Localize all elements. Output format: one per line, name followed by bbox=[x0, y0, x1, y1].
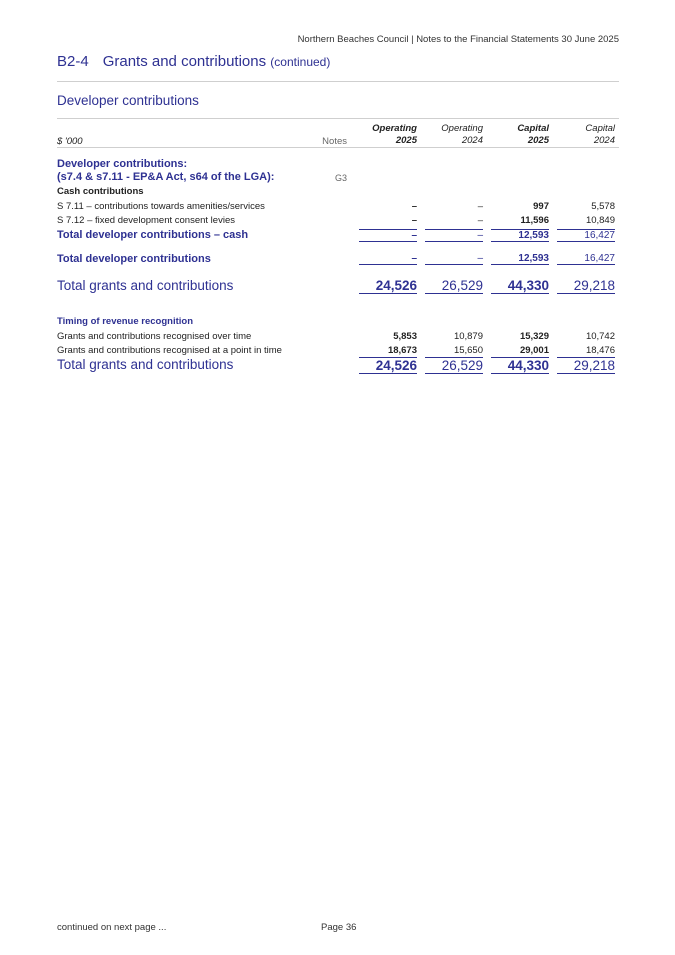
col-header-capital-2024: Capital 2024 bbox=[585, 123, 615, 146]
col-header-operating-2024: Operating 2024 bbox=[441, 123, 483, 146]
cash-heading: Cash contributions bbox=[57, 186, 144, 197]
subsection-title: Developer contributions bbox=[57, 93, 199, 108]
table-row: Grants and contributions recognised over time 5,853 10,879 15,329 10,742 bbox=[57, 331, 615, 342]
subsection-divider bbox=[57, 118, 619, 119]
section-continued: (continued) bbox=[270, 55, 331, 69]
section-divider bbox=[57, 81, 619, 82]
timing-heading: Timing of revenue recognition bbox=[57, 316, 194, 327]
table-row: S 7.12 – fixed development consent levies – – 11,596 10,849 bbox=[57, 215, 615, 226]
dev-heading-note: G3 bbox=[334, 173, 347, 183]
col-header-operating-2025: Operating 2025 bbox=[372, 123, 417, 146]
section-code: B2-4 bbox=[57, 53, 89, 70]
section-name: Grants and contributions bbox=[102, 53, 267, 70]
table-row: S 7.11 – contributions towards amenities/services – – 997 5,578 bbox=[57, 201, 615, 212]
col-header-capital-2025: Capital 2025 bbox=[517, 123, 549, 146]
header-divider bbox=[57, 147, 619, 148]
notes-header: Notes bbox=[322, 136, 347, 147]
timing-total-row: Total grants and contributions 24,526 26,529 44,330 29,218 bbox=[57, 357, 615, 373]
table-row: Grants and contributions recognised at a point in time 18,673 15,650 29,001 18,476 bbox=[57, 345, 615, 356]
dev-heading-line2: (s7.4 & s7.11 - EP&A Act, s64 of the LGA): G3 bbox=[57, 171, 347, 183]
dev-heading-line1: Developer contributions: bbox=[57, 158, 188, 170]
unit-label: $ '000 bbox=[57, 136, 83, 147]
page-header: Northern Beaches Council | Notes to the Financial Statements 30 June 2025 bbox=[297, 34, 619, 45]
continued-note: continued on next page ... bbox=[57, 922, 167, 933]
total-cash-row: Total developer contributions – cash – – 12,593 16,427 bbox=[57, 229, 615, 241]
total-dev-row: Total developer contributions – – 12,593 16,427 bbox=[57, 253, 615, 265]
total-grants-row: Total grants and contributions 24,526 26,529 44,330 29,218 bbox=[57, 278, 615, 293]
section-title bbox=[57, 53, 330, 70]
table-header bbox=[57, 123, 619, 149]
page-number: Page 36 bbox=[321, 922, 357, 933]
